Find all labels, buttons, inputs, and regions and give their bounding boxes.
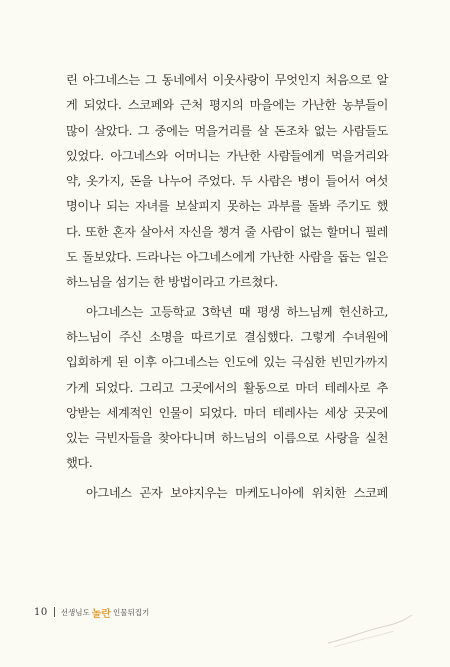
text-line: 가게 되었다. 그리고 그곳에서의 활동으로 마더 테레사로 추 <box>66 380 388 395</box>
body-text <box>66 68 388 506</box>
text-line: 앙받는 세계적인 인물이 되었다. 마더 테레사는 세상 곳곳에 <box>66 405 388 420</box>
text-line: 했다. <box>66 456 93 471</box>
text-line: 하느님이 주신 소명을 따르기로 결심했다. 그렇게 수녀원에 <box>66 329 388 344</box>
text-line: 게 되었다. 스코페와 근처 평지의 마을에는 가난한 농부들이 <box>66 98 388 113</box>
paper-crease-mark <box>324 609 414 649</box>
text-line: 있었다. 아그네스와 어머니는 가난한 사람들에게 먹을거리와 <box>66 148 388 163</box>
book-title-suffix: 인물뒤집기 <box>113 607 150 617</box>
footer-divider <box>54 607 55 617</box>
text-line: 하느님을 섬기는 한 방법이라고 가르쳤다. <box>66 275 278 290</box>
text-line: 린 아그네스는 그 동네에서 이웃사랑이 무엇인지 처음으로 알 <box>66 73 388 87</box>
text-line: 아그네스 곤자 보야지우는 마케도니아에 위치한 스코페 <box>86 485 388 500</box>
page-footer <box>34 605 149 619</box>
text-line: 아그네스는 고등학교 3학년 때 평생 하느님께 헌신하고, <box>86 304 388 319</box>
page-number: 10 <box>34 606 48 618</box>
book-title-prefix: 선생님도 <box>60 607 90 617</box>
text-line: 다. 또한 혼자 살아서 자신을 챙겨 줄 사람이 없는 할머니 필레 <box>66 224 388 239</box>
text-line: 입회하게 된 이후 아그네스는 인도에 있는 극심한 빈민가까지 <box>66 355 388 370</box>
book-title <box>61 605 150 620</box>
text-line: 많이 살았다. 그 중에는 먹을거리를 살 돈조차 없는 사람들도 <box>66 123 388 138</box>
text-line: 약, 옷가지, 돈을 나누어 주었다. 두 사람은 병이 들어서 여섯 <box>66 174 388 189</box>
text-line: 도 돌보았다. 드라나는 아그네스에게 가난한 사람을 돕는 일은 <box>66 250 388 265</box>
text-line: 있는 극빈자들을 찾아다니며 하느님의 이름으로 사랑을 실천 <box>66 431 388 446</box>
book-title-accent: 놀란 <box>91 608 112 620</box>
text-line: 명이나 되는 자녀를 보살피지 못하는 과부를 돌봐 주기도 했 <box>66 199 388 214</box>
